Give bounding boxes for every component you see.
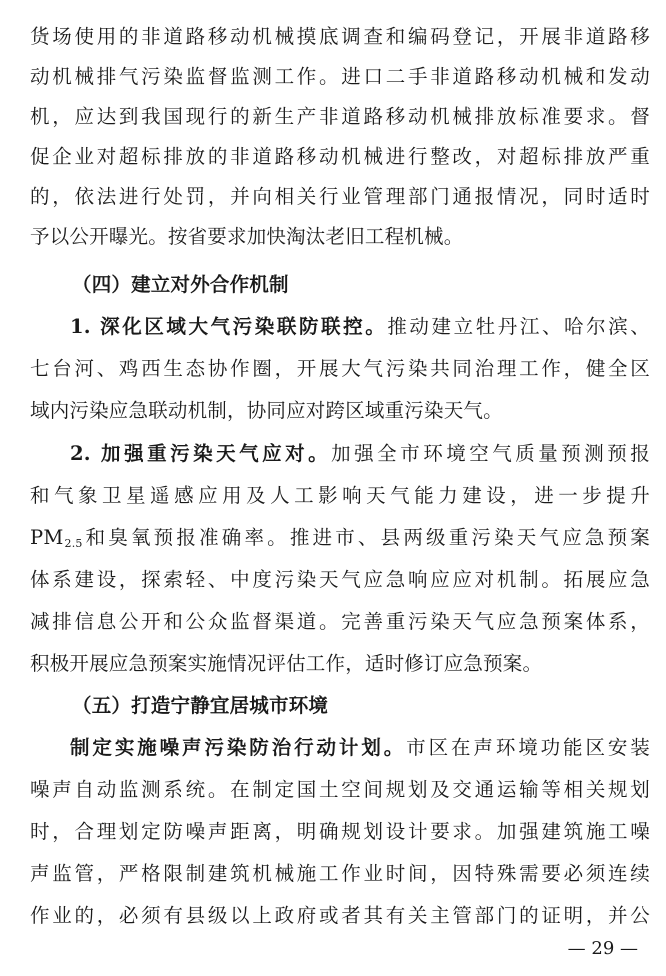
paragraph-line: 积极开展应急预案实施情况评估工作，适时修订应急预案。 — [30, 652, 543, 675]
page-number: — 29 — — [567, 938, 638, 959]
item-1-first-line — [70, 312, 650, 342]
paragraph-line: 货场使用的非道路移动机械摸底调查和编码登记，开展非道路移 — [30, 25, 650, 48]
paragraph-line: 噪声自动监测系统。在制定国土空间规划及交通运输等相关规划 — [30, 778, 650, 801]
paragraph-line: 的，依法进行处罚，并向相关行业管理部门通报情况，同时适时 — [30, 185, 650, 208]
paragraph-line: 促企业对超标排放的非道路移动机械进行整改，对超标排放严重 — [30, 145, 650, 168]
section-heading-4: （四）建立对外合作机制 — [72, 273, 289, 296]
paragraph-line: 机，应达到我国现行的新生产非道路移动机械排放标准要求。督 — [30, 105, 650, 128]
paragraph-line: 七台河、鸡西生态协作圈，开展大气污染共同治理工作，健全区 — [30, 357, 650, 380]
item-2-first-line — [70, 439, 650, 469]
paragraph-line: 作业的，必须有县级以上政府或者其有关主管部门的证明，并公 — [30, 904, 650, 927]
paragraph-line: 声监管，严格限制建筑机械施工作业时间，因特殊需要必须连续 — [30, 862, 650, 885]
pm-subscript: 2.5 — [64, 537, 83, 550]
paragraph-line: 时，合理划定防噪声距离，明确规划设计要求。加强建筑施工噪 — [30, 820, 650, 843]
paragraph-line: 域内污染应急联动机制，协同应对跨区域重污染天气。 — [30, 399, 503, 422]
pm25-line — [30, 523, 650, 553]
pm-line-text: 和臭氧预报准确率。推进市、县两级重污染天气应急预案 — [82, 526, 650, 549]
item-2-title: 2. 加强重污染天气应对。 — [70, 442, 332, 465]
paragraph-line: 减排信息公开和公众监督渠道。完善重污染天气应急预案体系， — [30, 610, 650, 633]
noise-item-first-line — [70, 733, 650, 763]
paragraph-line: 体系建设，探索轻、中度污染天气应急响应应对机制。拓展应急 — [30, 568, 650, 591]
noise-item-title: 制定实施噪声污染防治行动计划。 — [70, 736, 407, 759]
pm-label: PM — [30, 526, 64, 549]
paragraph-line: 动机械排气污染监督监测工作。进口二手非道路移动机械和发动 — [30, 65, 650, 88]
item-2-text: 加强全市环境空气质量预测预报 — [331, 442, 650, 465]
item-1-title: 1. 深化区域大气污染联防联控。 — [70, 315, 388, 338]
paragraph-line: 和气象卫星遥感应用及人工影响天气能力建设，进一步提升 — [30, 484, 650, 507]
section-heading-5: （五）打造宁静宜居城市环境 — [72, 694, 329, 717]
paragraph-line: 予以公开曝光。按省要求加快淘汰老旧工程机械。 — [30, 225, 464, 248]
item-1-text: 推动建立牡丹江、哈尔滨、 — [387, 315, 650, 338]
noise-item-text: 市区在声环境功能区安装 — [406, 736, 650, 759]
